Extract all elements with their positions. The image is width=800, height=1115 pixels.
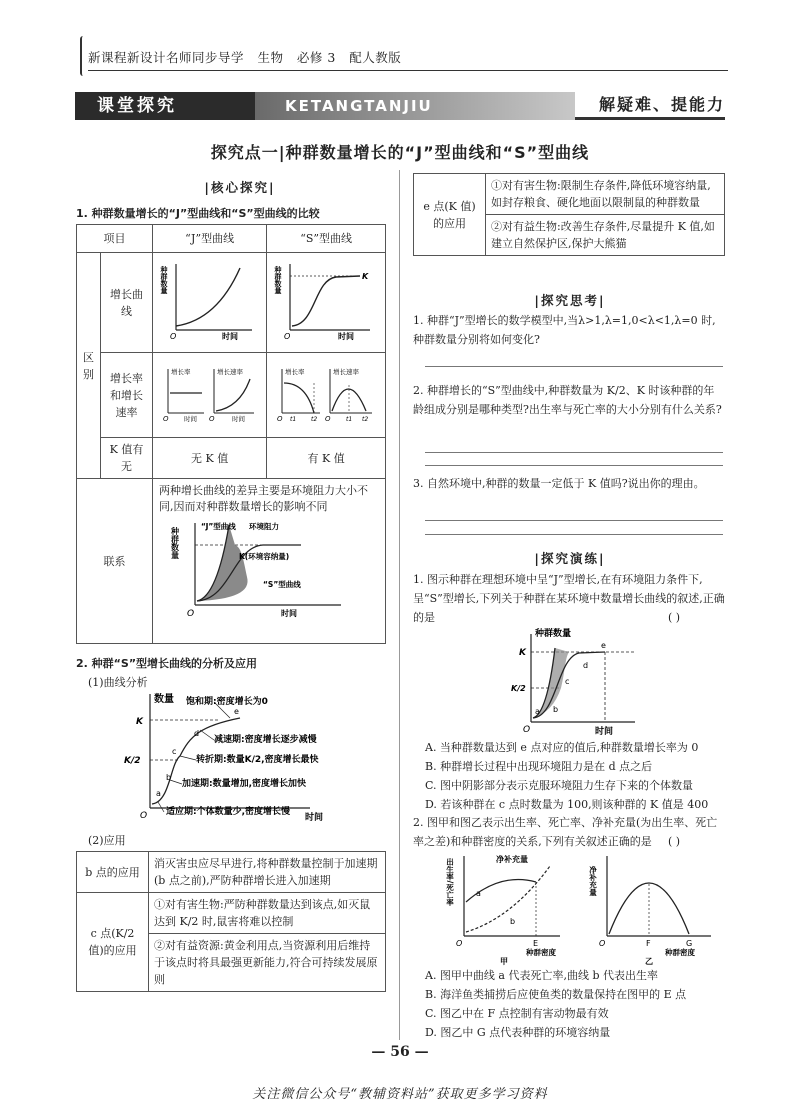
series-name: 新课程新设计名师同步导学	[88, 50, 245, 65]
practice-problem-1-paren: ( )	[668, 611, 681, 624]
p2-option-c: C. 图乙中在 F 点控制有害动物最有效	[425, 1007, 609, 1020]
link-x-label: 时间	[281, 609, 297, 618]
cell-link	[153, 479, 386, 644]
fig2b-x-label: 种群密度	[665, 948, 695, 957]
ca-x-label: 时间	[305, 813, 324, 823]
ca-acceleration: 加速期:数量增加,密度增长加快	[182, 779, 307, 789]
fig1-c: c	[565, 677, 570, 686]
fig1-x-label: 时间	[595, 727, 614, 737]
fig2b-g: G	[686, 939, 693, 948]
cell-j-curve	[153, 253, 267, 353]
fig2a-e: E	[533, 939, 539, 948]
ca-saturation: 饱和期:密度增长为0	[186, 697, 268, 707]
cell-s-curve	[267, 253, 386, 353]
s-curve-origin: O	[284, 332, 291, 341]
fig1-k: K	[519, 648, 526, 658]
think-question-1: 1. 种群“J”型增长的数学模型中,当λ>1,λ=1,0<λ<1,λ=0 时,种群数量分别将如何变化?	[413, 314, 716, 346]
j-speed-x: 时间	[231, 414, 245, 423]
practice-2-figure-b	[585, 852, 720, 964]
page-edge-mark	[80, 36, 86, 76]
row-group-diff: 区 别	[77, 253, 101, 479]
link-k-label: K(环境容纳量)	[239, 552, 290, 561]
footer-note: 关注微信公众号“教辅资料站”获取更多学习资料	[252, 1087, 548, 1102]
heading-comparison: 1. 种群数量增长的“J”型曲线和“S”型曲线的比较	[76, 207, 320, 220]
practice-problem-2: 2. 图甲和图乙表示出生率、死亡率、净补充量(为出生率、死亡率之差)和种群密度的关系,下列有关叙述正确的是	[413, 816, 718, 848]
section-label-think: |探究思考|	[534, 293, 606, 308]
row-header-k: K 值有无	[101, 438, 153, 479]
e-point-label: e 点(K 值)的应用	[414, 174, 486, 256]
cell-j-k: 无 K 值	[153, 438, 267, 479]
ca-turning: 转折期:数量K/2,密度增长最快	[196, 755, 319, 765]
banner-right-label: 解疑难、提能力	[575, 92, 725, 120]
ca-pt-c: c	[172, 747, 177, 756]
header-rule	[88, 70, 728, 71]
row-header-link: 联系	[77, 479, 153, 644]
col-header-item: 项目	[77, 225, 153, 253]
link-graph	[171, 517, 351, 617]
practice-2-figure-a	[440, 852, 570, 964]
link-text: 两种增长曲线的差异主要是环境阻力大小不同,因而对种群数量增长的影响不同	[159, 484, 368, 513]
c-point-text1: ①对有害生物:严防种群数量达到该点,如灭鼠达到 K/2 时,鼠害将难以控制	[149, 893, 386, 934]
fig1-a: a	[535, 707, 540, 716]
running-header	[88, 48, 401, 66]
s-rate-o: O	[277, 414, 283, 423]
ca-k: K	[136, 717, 143, 727]
s-speed-label: 增长速率	[333, 367, 360, 376]
link-y-label: 种群数量	[170, 527, 180, 559]
p2-option-b: B. 海洋鱼类捕捞后应使鱼类的数量保持在图甲的 E 点	[425, 988, 687, 1001]
ca-pt-a: a	[156, 789, 161, 798]
c-point-text2: ②对有益资源:黄金利用点,当资源利用后维持于该点时将具最强更新能力,符合可持续发展原则	[149, 934, 386, 992]
answer-line-1	[425, 366, 723, 367]
fig2a-a: a	[476, 889, 481, 898]
p1-option-a: A. 当种群数量达到 e 点对应的值后,种群数量增长率为 0	[425, 741, 699, 754]
p1-option-d: D. 若该种群在 c 点时数量为 100,则该种群的 K 值是 400	[425, 798, 709, 811]
sub-curve-analysis: (1)曲线分析	[88, 676, 148, 689]
s-rate-t1: t1	[290, 415, 297, 423]
answer-line-2b	[425, 465, 723, 466]
section-label-core: |核心探究|	[204, 180, 276, 195]
link-origin: O	[187, 609, 195, 619]
j-speed-label: 增长速率	[216, 367, 243, 376]
practice-problem-2-paren: ( )	[668, 835, 681, 848]
link-resist-label: 环境阻力	[249, 522, 279, 531]
cell-j-rate	[153, 353, 267, 438]
s-speed-o: O	[325, 414, 331, 423]
fig2a-origin: O	[456, 939, 463, 948]
ca-deceleration: 减速期:密度增长逐步减慢	[214, 735, 317, 745]
think-question-3: 3. 自然环境中,种群的数量一定低于 K 值吗?说出你的理由。	[413, 477, 705, 490]
fig1-d: d	[583, 661, 589, 670]
s-rate-graphs	[276, 363, 376, 423]
j-rate-x: 时间	[183, 414, 197, 423]
s-curve-graph	[276, 260, 376, 340]
j-curve-y-label: 种群数量	[159, 266, 168, 294]
section-banner	[75, 92, 725, 120]
col-header-j: “J”型曲线	[153, 225, 267, 253]
sub-application: (2)应用	[88, 834, 126, 847]
application-table	[76, 851, 386, 992]
s-speed-t2: t2	[362, 415, 369, 423]
banner-left-label: 课堂探究	[75, 92, 255, 120]
answer-line-3b	[425, 534, 723, 535]
j-rate-label: 增长率	[170, 367, 191, 376]
p1-option-c: C. 图中阴影部分表示克服环境阻力生存下来的个体数量	[425, 779, 694, 792]
comparison-table	[76, 224, 386, 644]
curve-analysis-graph	[110, 690, 400, 830]
heading-s-analysis: 2. 种群“S”型增长曲线的分析及应用	[76, 657, 258, 670]
j-rate-graphs	[162, 363, 258, 423]
think-question-2: 2. 种群增长的“S”型曲线中,种群数量为 K/2、K 时该种群的年龄组成分别是哪种类型?出生率与死亡率的大小分别有什么关系?	[413, 384, 722, 416]
answer-line-3a	[425, 520, 723, 521]
banner-middle-label: KETANGTANJIU	[255, 92, 575, 120]
ca-y-label: 数量	[154, 694, 174, 705]
section-label-practice: |探究演练|	[534, 551, 606, 566]
edition-name: 配人教版	[349, 50, 402, 65]
page-number: — 56 —	[371, 1044, 429, 1060]
ca-origin: O	[140, 811, 148, 821]
fig2b-caption: 乙	[645, 957, 653, 966]
j-curve-origin: O	[169, 332, 176, 341]
ca-pt-d: d	[194, 729, 200, 738]
fig1-b: b	[553, 705, 559, 714]
s-curve-k-label: K	[362, 272, 369, 281]
practice-1-figure	[505, 628, 705, 738]
fig2b-origin: O	[599, 939, 606, 948]
fig1-e: e	[601, 641, 606, 650]
page-title: 探究点一|种群数量增长的“J”型曲线和“S”型曲线	[210, 143, 590, 162]
fig2b-f: F	[646, 939, 651, 948]
ca-k2: K/2	[124, 756, 141, 766]
p2-option-d: D. 图乙中 G 点代表种群的环境容纳量	[425, 1026, 611, 1039]
fig2a-x-label: 种群密度	[526, 948, 556, 957]
cell-s-rate	[267, 353, 386, 438]
e-point-text1: ①对有害生物:限制生存条件,降低环境容纳量,如封存粮食、硬化地面以限制鼠的种群数量	[486, 174, 725, 215]
fig2a-net: 净补充量	[496, 855, 528, 864]
subject-name: 生物	[257, 50, 284, 65]
ca-pt-b: b	[166, 773, 172, 782]
s-curve-y-label: 种群数量	[274, 266, 283, 294]
j-speed-o: O	[208, 414, 215, 423]
e-point-text2: ②对有益生物:改善生存条件,尽量提升 K 值,如建立自然保护区,保护大熊猫	[486, 215, 725, 256]
fig2a-b: b	[510, 917, 516, 926]
s-curve-x-label: 时间	[338, 332, 355, 341]
col-header-s: “S”型曲线	[267, 225, 386, 253]
row-header-curve: 增长曲线	[101, 253, 153, 353]
s-rate-label: 增长率	[285, 367, 305, 376]
link-j-label: “J”型曲线	[201, 522, 236, 531]
link-s-label: “S”型曲线	[263, 580, 301, 589]
j-curve-graph	[159, 260, 258, 341]
b-point-text: 消灭害虫应尽早进行,将种群数量控制于加速期(b 点之前),严防种群增长进入加速期	[149, 852, 386, 893]
fig1-k2: K/2	[511, 684, 526, 693]
fig2a-caption: 甲	[500, 957, 508, 966]
ca-pt-e: e	[234, 707, 239, 716]
row-header-rate: 增长率和增长速率	[101, 353, 153, 438]
e-point-table	[413, 173, 725, 256]
fig2b-y-label: 净补充量	[588, 866, 598, 896]
j-curve-x-label: 时间	[221, 332, 238, 341]
j-rate-o: O	[162, 414, 169, 423]
p1-option-b: B. 种群增长过程中出现环境阻力是在 d 点之后	[425, 760, 653, 773]
c-point-label: c 点(K/2 值)的应用	[77, 893, 149, 992]
p2-option-a: A. 图甲中曲线 a 代表死亡率,曲线 b 代表出生率	[425, 969, 659, 982]
answer-line-2a	[425, 452, 723, 453]
practice-problem-1: 1. 图示种群在理想环境中呈“J”型增长,在有环境阻力条件下,呈“S”型增长,下列关于种群在某环境中数量增长曲线的叙述,正确的是	[413, 573, 725, 624]
fig1-origin: O	[523, 725, 531, 735]
s-rate-t2: t2	[311, 415, 318, 423]
b-point-label: b 点的应用	[77, 852, 149, 893]
column-divider	[399, 170, 400, 1040]
fig1-y-label: 种群数量	[535, 629, 572, 639]
fig2a-y-label: 出生率/死亡率	[445, 858, 455, 906]
s-speed-t1: t1	[346, 415, 353, 423]
cell-s-k: 有 K 值	[267, 438, 386, 479]
volume-name: 必修 3	[296, 50, 336, 65]
ca-adaptation: 适应期:个体数量少,密度增长慢	[166, 807, 291, 817]
